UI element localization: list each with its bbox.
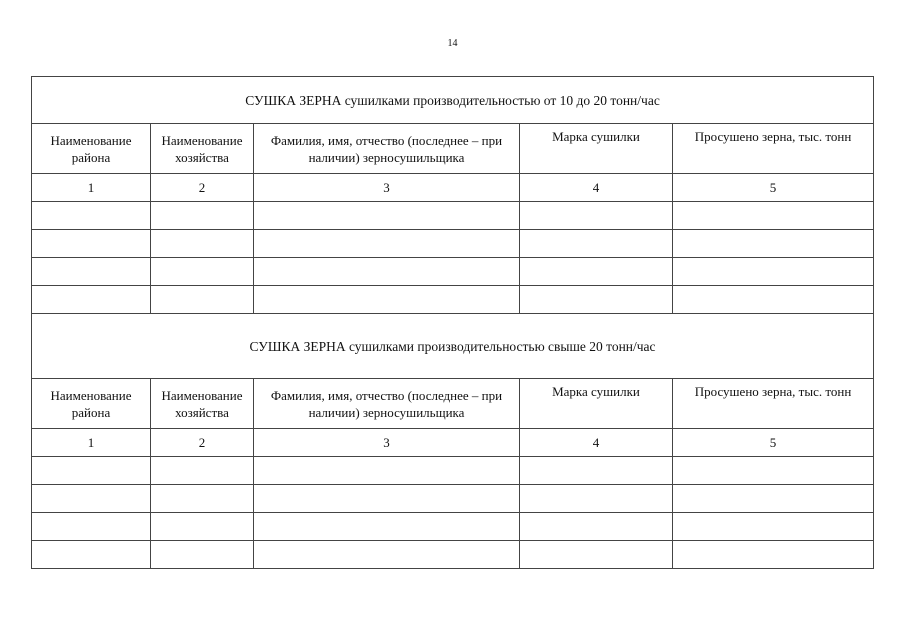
- column-number-row: [32, 429, 874, 457]
- table-row: [32, 457, 874, 485]
- empty-cell[interactable]: [32, 258, 151, 286]
- header-district: Наименование района: [32, 379, 151, 429]
- header-operator-name: Фамилия, имя, отчество (последнее – при наличии) зерносушильщика: [254, 379, 520, 429]
- header-district: Наименование района: [32, 124, 151, 174]
- empty-cell[interactable]: [151, 286, 254, 314]
- header-dryer-brand: Марка сушилки: [520, 124, 673, 174]
- header-grain-dried: Просушено зерна, тыс. тонн: [673, 379, 874, 429]
- empty-cell[interactable]: [254, 457, 520, 485]
- empty-cell[interactable]: [32, 485, 151, 513]
- column-number: 1: [32, 429, 151, 457]
- table-title-row: [32, 77, 874, 124]
- empty-cell[interactable]: [151, 513, 254, 541]
- empty-cell[interactable]: [254, 541, 520, 569]
- empty-cell[interactable]: [32, 286, 151, 314]
- empty-cell[interactable]: [151, 457, 254, 485]
- empty-cell[interactable]: [520, 286, 673, 314]
- empty-cell[interactable]: [673, 230, 874, 258]
- empty-cell[interactable]: [520, 202, 673, 230]
- column-number: 2: [151, 429, 254, 457]
- table-row: [32, 513, 874, 541]
- table-header-row: [32, 124, 874, 174]
- empty-cell[interactable]: [520, 485, 673, 513]
- empty-cell[interactable]: [254, 286, 520, 314]
- header-farm: Наименование хозяйства: [151, 379, 254, 429]
- table-header-row: [32, 379, 874, 429]
- empty-cell[interactable]: [673, 513, 874, 541]
- empty-cell[interactable]: [520, 258, 673, 286]
- empty-cell[interactable]: [32, 541, 151, 569]
- header-dryer-brand: Марка сушилки: [520, 379, 673, 429]
- page-number: 14: [447, 38, 458, 49]
- empty-cell[interactable]: [151, 541, 254, 569]
- empty-cell[interactable]: [151, 485, 254, 513]
- empty-cell[interactable]: [254, 258, 520, 286]
- empty-cell[interactable]: [32, 457, 151, 485]
- dryer-table-over-20: [31, 313, 874, 569]
- table-title-row: [32, 314, 874, 379]
- empty-cell[interactable]: [673, 485, 874, 513]
- empty-cell[interactable]: [254, 202, 520, 230]
- empty-cell[interactable]: [520, 457, 673, 485]
- table-row: [32, 485, 874, 513]
- empty-cell[interactable]: [520, 230, 673, 258]
- header-operator-name: Фамилия, имя, отчество (последнее – при наличии) зерносушильщика: [254, 124, 520, 174]
- empty-cell[interactable]: [254, 230, 520, 258]
- empty-cell[interactable]: [254, 513, 520, 541]
- column-number: 4: [520, 174, 673, 202]
- column-number-row: [32, 174, 874, 202]
- column-number: 3: [254, 429, 520, 457]
- table-row: [32, 541, 874, 569]
- table-row: [32, 230, 874, 258]
- empty-cell[interactable]: [673, 258, 874, 286]
- table-row: [32, 286, 874, 314]
- table-title: СУШКА ЗЕРНА сушилками производительностью от 10 до 20 тонн/час: [32, 77, 874, 124]
- column-number: 1: [32, 174, 151, 202]
- empty-cell[interactable]: [32, 513, 151, 541]
- empty-cell[interactable]: [673, 541, 874, 569]
- empty-cell[interactable]: [254, 485, 520, 513]
- column-number: 5: [673, 174, 874, 202]
- empty-cell[interactable]: [151, 258, 254, 286]
- column-number: 3: [254, 174, 520, 202]
- header-farm: Наименование хозяйства: [151, 124, 254, 174]
- empty-cell[interactable]: [673, 286, 874, 314]
- empty-cell[interactable]: [32, 230, 151, 258]
- column-number: 2: [151, 174, 254, 202]
- empty-cell[interactable]: [520, 513, 673, 541]
- table-title: СУШКА ЗЕРНА сушилками производительностью свыше 20 тонн/час: [32, 314, 874, 379]
- dryer-table-10-20: [31, 76, 874, 314]
- column-number: 5: [673, 429, 874, 457]
- header-grain-dried: Просушено зерна, тыс. тонн: [673, 124, 874, 174]
- table-row: [32, 258, 874, 286]
- empty-cell[interactable]: [673, 457, 874, 485]
- table-row: [32, 202, 874, 230]
- empty-cell[interactable]: [673, 202, 874, 230]
- empty-cell[interactable]: [151, 202, 254, 230]
- empty-cell[interactable]: [151, 230, 254, 258]
- column-number: 4: [520, 429, 673, 457]
- empty-cell[interactable]: [520, 541, 673, 569]
- empty-cell[interactable]: [32, 202, 151, 230]
